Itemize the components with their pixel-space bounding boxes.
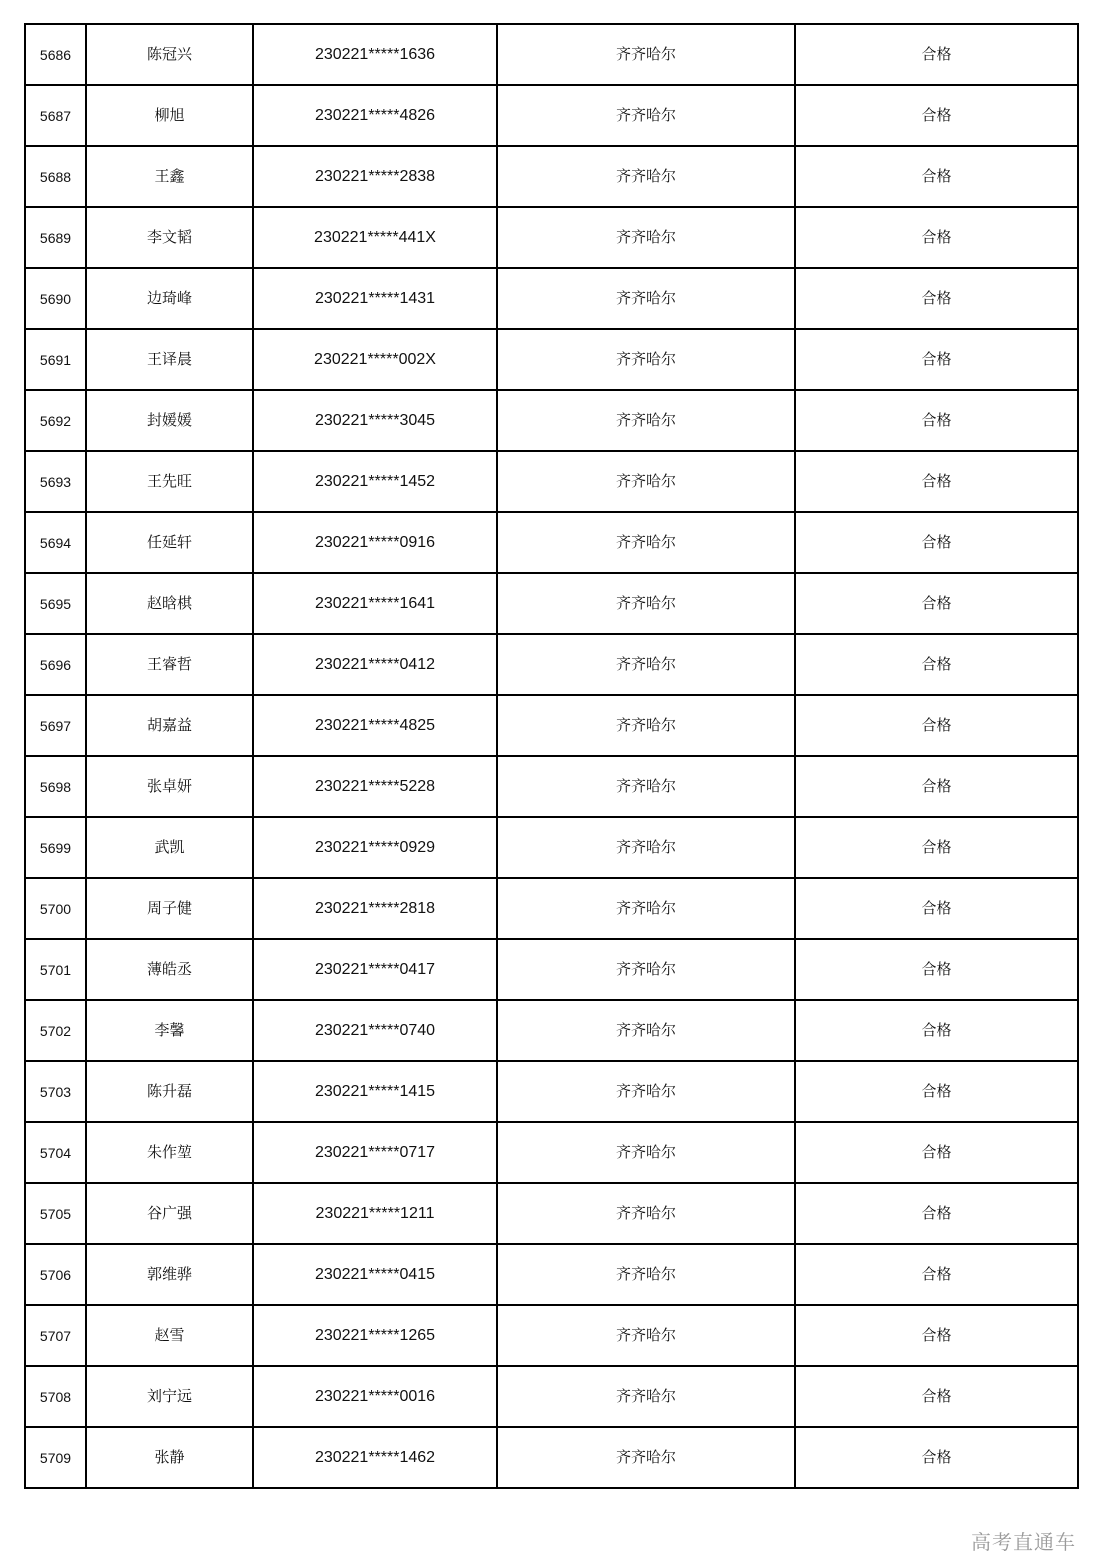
results-table-container (24, 23, 1077, 1489)
cell-id-number: 230221*****0415 (253, 1244, 497, 1305)
table-row (25, 1061, 1078, 1122)
cell-id-number: 230221*****0916 (253, 512, 497, 573)
table-row (25, 512, 1078, 573)
cell-city: 齐齐哈尔 (497, 573, 795, 634)
cell-id-number: 230221*****0412 (253, 634, 497, 695)
cell-result: 合格 (795, 1122, 1078, 1183)
cell-result: 合格 (795, 85, 1078, 146)
cell-id-number: 230221*****3045 (253, 390, 497, 451)
cell-result: 合格 (795, 512, 1078, 573)
cell-result: 合格 (795, 817, 1078, 878)
cell-result: 合格 (795, 695, 1078, 756)
cell-city: 齐齐哈尔 (497, 268, 795, 329)
cell-serial-number: 5693 (25, 451, 86, 512)
cell-serial-number: 5687 (25, 85, 86, 146)
cell-name: 赵晗棋 (86, 573, 253, 634)
results-table-body (25, 24, 1078, 1488)
cell-serial-number: 5704 (25, 1122, 86, 1183)
cell-name: 刘宁远 (86, 1366, 253, 1427)
cell-id-number: 230221*****1462 (253, 1427, 497, 1488)
cell-result: 合格 (795, 634, 1078, 695)
cell-city: 齐齐哈尔 (497, 329, 795, 390)
cell-id-number: 230221*****4825 (253, 695, 497, 756)
cell-city: 齐齐哈尔 (497, 817, 795, 878)
cell-name: 谷广强 (86, 1183, 253, 1244)
cell-name: 边琦峰 (86, 268, 253, 329)
cell-id-number: 230221*****1452 (253, 451, 497, 512)
cell-serial-number: 5699 (25, 817, 86, 878)
cell-result: 合格 (795, 1305, 1078, 1366)
watermark-text: 高考直通车 (971, 1530, 1076, 1554)
table-row (25, 24, 1078, 85)
cell-id-number: 230221*****002X (253, 329, 497, 390)
cell-city: 齐齐哈尔 (497, 939, 795, 1000)
cell-id-number: 230221*****0417 (253, 939, 497, 1000)
table-row (25, 146, 1078, 207)
table-row (25, 1305, 1078, 1366)
cell-result: 合格 (795, 573, 1078, 634)
cell-name: 张卓妍 (86, 756, 253, 817)
cell-serial-number: 5700 (25, 878, 86, 939)
cell-serial-number: 5701 (25, 939, 86, 1000)
cell-result: 合格 (795, 1427, 1078, 1488)
cell-name: 朱作堃 (86, 1122, 253, 1183)
cell-result: 合格 (795, 24, 1078, 85)
cell-name: 胡嘉益 (86, 695, 253, 756)
cell-id-number: 230221*****0740 (253, 1000, 497, 1061)
cell-id-number: 230221*****5228 (253, 756, 497, 817)
cell-serial-number: 5691 (25, 329, 86, 390)
cell-result: 合格 (795, 268, 1078, 329)
cell-id-number: 230221*****0929 (253, 817, 497, 878)
cell-serial-number: 5707 (25, 1305, 86, 1366)
cell-city: 齐齐哈尔 (497, 451, 795, 512)
cell-city: 齐齐哈尔 (497, 878, 795, 939)
table-row (25, 85, 1078, 146)
cell-serial-number: 5696 (25, 634, 86, 695)
cell-result: 合格 (795, 390, 1078, 451)
cell-city: 齐齐哈尔 (497, 146, 795, 207)
cell-serial-number: 5705 (25, 1183, 86, 1244)
cell-city: 齐齐哈尔 (497, 1122, 795, 1183)
table-row (25, 756, 1078, 817)
cell-city: 齐齐哈尔 (497, 85, 795, 146)
cell-serial-number: 5694 (25, 512, 86, 573)
cell-result: 合格 (795, 1366, 1078, 1427)
cell-serial-number: 5688 (25, 146, 86, 207)
cell-id-number: 230221*****1415 (253, 1061, 497, 1122)
table-row (25, 1000, 1078, 1061)
table-row (25, 329, 1078, 390)
cell-city: 齐齐哈尔 (497, 634, 795, 695)
cell-id-number: 230221*****1211 (253, 1183, 497, 1244)
cell-serial-number: 5708 (25, 1366, 86, 1427)
cell-result: 合格 (795, 329, 1078, 390)
cell-city: 齐齐哈尔 (497, 695, 795, 756)
cell-city: 齐齐哈尔 (497, 207, 795, 268)
cell-name: 陈升磊 (86, 1061, 253, 1122)
cell-serial-number: 5709 (25, 1427, 86, 1488)
table-row (25, 573, 1078, 634)
cell-serial-number: 5706 (25, 1244, 86, 1305)
cell-city: 齐齐哈尔 (497, 390, 795, 451)
cell-serial-number: 5697 (25, 695, 86, 756)
cell-serial-number: 5689 (25, 207, 86, 268)
table-row (25, 1427, 1078, 1488)
table-row (25, 878, 1078, 939)
cell-serial-number: 5698 (25, 756, 86, 817)
table-row (25, 207, 1078, 268)
cell-name: 王先旺 (86, 451, 253, 512)
cell-result: 合格 (795, 1061, 1078, 1122)
cell-serial-number: 5695 (25, 573, 86, 634)
table-row (25, 1122, 1078, 1183)
cell-city: 齐齐哈尔 (497, 1427, 795, 1488)
cell-city: 齐齐哈尔 (497, 1061, 795, 1122)
cell-result: 合格 (795, 146, 1078, 207)
cell-name: 郭维骅 (86, 1244, 253, 1305)
cell-id-number: 230221*****441X (253, 207, 497, 268)
cell-name: 李文韬 (86, 207, 253, 268)
cell-city: 齐齐哈尔 (497, 1366, 795, 1427)
cell-city: 齐齐哈尔 (497, 1183, 795, 1244)
cell-id-number: 230221*****1641 (253, 573, 497, 634)
cell-name: 周子健 (86, 878, 253, 939)
cell-id-number: 230221*****1636 (253, 24, 497, 85)
cell-city: 齐齐哈尔 (497, 24, 795, 85)
cell-serial-number: 5690 (25, 268, 86, 329)
cell-city: 齐齐哈尔 (497, 1000, 795, 1061)
table-row (25, 451, 1078, 512)
cell-name: 薄皓丞 (86, 939, 253, 1000)
cell-serial-number: 5702 (25, 1000, 86, 1061)
table-row (25, 1244, 1078, 1305)
cell-result: 合格 (795, 1000, 1078, 1061)
table-row (25, 390, 1078, 451)
table-row (25, 1183, 1078, 1244)
cell-name: 王译晨 (86, 329, 253, 390)
table-row (25, 268, 1078, 329)
cell-name: 王睿哲 (86, 634, 253, 695)
cell-result: 合格 (795, 939, 1078, 1000)
cell-name: 柳旭 (86, 85, 253, 146)
cell-result: 合格 (795, 756, 1078, 817)
cell-id-number: 230221*****2838 (253, 146, 497, 207)
cell-city: 齐齐哈尔 (497, 1305, 795, 1366)
table-row (25, 695, 1078, 756)
cell-name: 王鑫 (86, 146, 253, 207)
cell-city: 齐齐哈尔 (497, 512, 795, 573)
cell-name: 武凯 (86, 817, 253, 878)
cell-serial-number: 5703 (25, 1061, 86, 1122)
cell-id-number: 230221*****0717 (253, 1122, 497, 1183)
cell-name: 封媛媛 (86, 390, 253, 451)
cell-result: 合格 (795, 1183, 1078, 1244)
cell-name: 李馨 (86, 1000, 253, 1061)
cell-result: 合格 (795, 878, 1078, 939)
cell-serial-number: 5692 (25, 390, 86, 451)
table-row (25, 939, 1078, 1000)
cell-id-number: 230221*****2818 (253, 878, 497, 939)
cell-id-number: 230221*****1265 (253, 1305, 497, 1366)
cell-name: 张静 (86, 1427, 253, 1488)
cell-id-number: 230221*****0016 (253, 1366, 497, 1427)
table-row (25, 817, 1078, 878)
cell-city: 齐齐哈尔 (497, 1244, 795, 1305)
cell-name: 赵雪 (86, 1305, 253, 1366)
cell-result: 合格 (795, 1244, 1078, 1305)
table-row (25, 1366, 1078, 1427)
cell-city: 齐齐哈尔 (497, 756, 795, 817)
cell-id-number: 230221*****1431 (253, 268, 497, 329)
cell-result: 合格 (795, 207, 1078, 268)
cell-result: 合格 (795, 451, 1078, 512)
cell-serial-number: 5686 (25, 24, 86, 85)
results-table (24, 23, 1079, 1489)
cell-name: 任延轩 (86, 512, 253, 573)
cell-id-number: 230221*****4826 (253, 85, 497, 146)
table-row (25, 634, 1078, 695)
cell-name: 陈冠兴 (86, 24, 253, 85)
